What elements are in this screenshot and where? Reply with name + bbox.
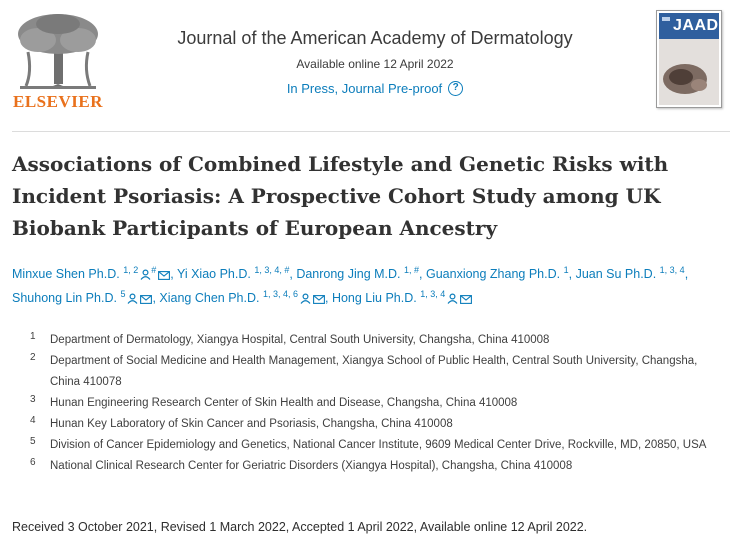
article-title: Associations of Combined Lifestyle and Genetic Risks with Incident Psoriasis: A Prospective Cohort Study among UK Biobank Participants of European Ancestry [12,152,669,240]
affiliation-number: 5 [30,436,36,447]
author-link[interactable] [331,288,472,305]
mail-icon [158,271,170,280]
author-name: Hong Liu Ph.D. [331,291,417,305]
author-affiliation-refs: 1, 3, 4 [420,288,446,299]
author-affiliation-refs: 1 [563,264,569,275]
author-list: Minxue Shen Ph.D. $^{1, 2}$ # , Yi Xiao Ph.D. $^{1, 3, 4, \#}$, Danrong Jing M.D. $^{1, \#}$, Guanxiong Zhang Ph.D. $^1$, Juan Su Ph.D. $^{1, 3, 4}$, Shuhong Lin Ph.D. $^5$ , Xiang Chen Ph.D. $^{1, 3, 4, 6}$ , Hong Liu Ph.D. $^{1, 3, 4}$ [12,264,689,305]
person-icon [300,293,311,304]
author-link[interactable] [425,264,569,281]
pre-proof-status-link[interactable] [287,81,463,96]
affiliation-text: Division of Cancer Epidemiology and Genetics, National Cancer Institute, 9609 Medical Center Drive, Rockville, MD, 20850, USA [50,439,707,451]
affiliation-item [30,414,720,435]
affiliation-number: 2 [30,352,36,363]
affiliation-list [30,330,720,477]
author-link[interactable] [176,264,290,281]
author-affiliation-refs: 1, 3, 4, 6 [262,288,298,299]
affiliation-item [30,435,720,456]
journal-cover[interactable] [656,10,722,108]
author-name: Minxue Shen Ph.D. [12,267,120,281]
person-icon [127,293,138,304]
elsevier-logo[interactable] [8,12,108,112]
mail-icon [313,295,325,304]
author-link[interactable] [575,264,685,281]
cover-image [659,13,719,105]
author-name: Juan Su Ph.D. [575,267,657,281]
affiliation-text: Hunan Engineering Research Center of Skin Health and Disease, Changsha, China 410008 [50,397,518,409]
author-link[interactable] [296,264,420,281]
journal-title-link[interactable]: Journal of the American Academy of Dermatology [177,28,573,48]
affiliation-number: 4 [30,415,36,426]
author-name: Guanxiong Zhang Ph.D. [425,267,561,281]
status-label: In Press, Journal Pre-proof [286,81,443,96]
mail-icon [460,295,472,304]
author-affiliation-refs: 5 [120,288,126,299]
author-link[interactable] [12,288,152,305]
author-affiliation-refs: 1, # [404,264,420,275]
affiliation-text: Department of Dermatology, Xiangya Hospital, Central South University, Changsha, China 410008 [50,334,550,346]
article-history: Received 3 October 2021, Revised 1 March 2022, Accepted 1 April 2022, Available online 12 April 2022. [12,520,588,534]
author-affiliation-refs: 1, 3, 4, # [254,264,290,275]
author-name: Yi Xiao Ph.D. [176,267,251,281]
cover-tag [662,17,670,21]
publisher-name: ELSEVIER [13,92,103,111]
affiliation-item [30,393,720,414]
cover-title: JAAD [673,17,719,34]
person-icon [140,269,151,280]
help-icon[interactable]: ? [448,81,463,96]
author-link[interactable] [12,264,170,281]
article-header [0,0,750,128]
author-affiliation-refs: 1, 2 [123,264,139,275]
affiliation-number: 6 [30,457,36,468]
affiliation-item [30,330,720,351]
author-name: Shuhong Lin Ph.D. [12,291,117,305]
affiliation-text: Hunan Key Laboratory of Skin Cancer and Psoriasis, Changsha, China 410008 [50,418,453,430]
affiliation-number: 3 [30,394,36,405]
affiliation-text: Department of Social Medicine and Health Management, Xiangya School of Public Health, Central South University, Changsha, China 410078 [50,355,698,388]
journal-info [160,28,590,98]
person-icon [447,293,458,304]
author-equal-mark: # [151,264,157,275]
affiliation-item [30,456,720,477]
available-online-date: Available online 12 April 2022 [296,57,454,71]
elsevier-tree-icon [8,12,108,90]
affiliation-item [30,351,720,393]
header-divider [12,131,730,132]
author-link[interactable] [159,288,325,305]
affiliation-number: 1 [30,331,36,342]
author-name: Xiang Chen Ph.D. [159,291,260,305]
cover-photo-icon [659,39,719,105]
affiliation-text: National Clinical Research Center for Geriatric Disorders (Xiangya Hospital), Changsha, China 410008 [50,460,573,472]
mail-icon [140,295,152,304]
author-affiliation-refs: 1, 3, 4 [659,264,685,275]
author-name: Danrong Jing M.D. [296,267,401,281]
